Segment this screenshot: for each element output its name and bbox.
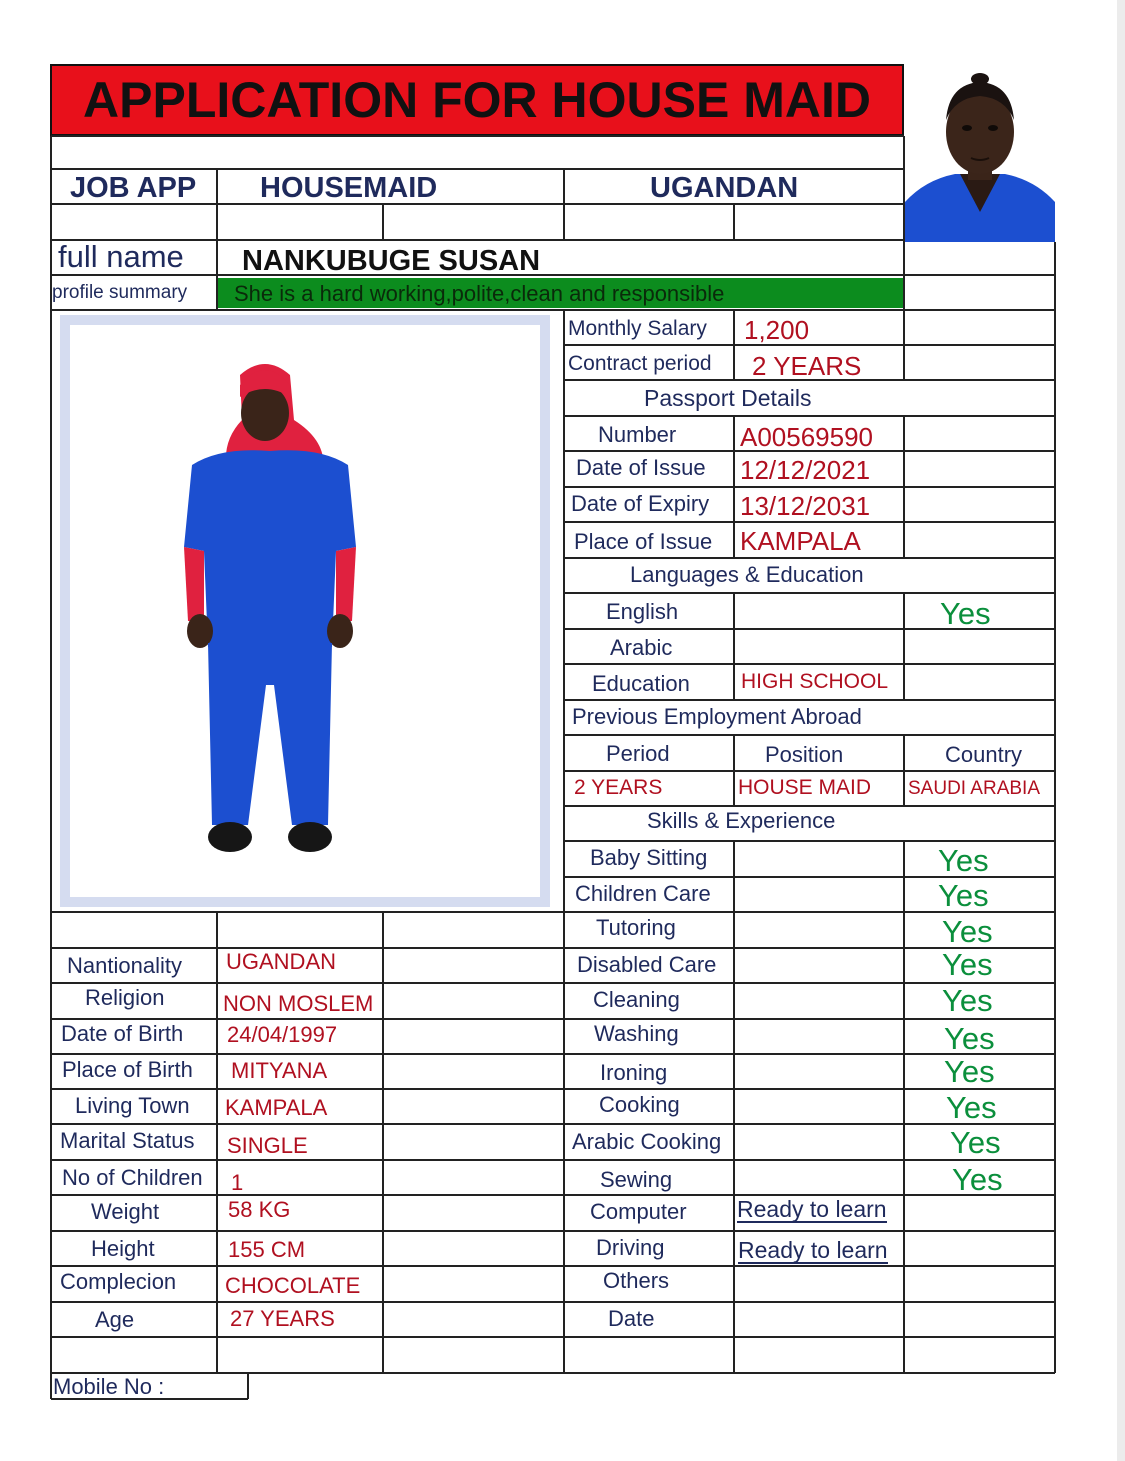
skill-value: Yes [952, 1162, 1003, 1197]
personal-value: 27 YEARS [230, 1306, 335, 1331]
skill-label: Sewing [600, 1167, 673, 1192]
skill-value: Yes [942, 914, 993, 949]
skill-label: Disabled Care [577, 952, 717, 977]
skill-label: Driving [596, 1235, 665, 1260]
personal-value: KAMPALA [225, 1095, 328, 1120]
skill-label: Children Care [575, 881, 711, 906]
skill-label: Washing [594, 1021, 679, 1046]
personal-value: MITYANA [231, 1058, 328, 1083]
personal-value: 155 CM [228, 1237, 306, 1262]
education-value: HIGH SCHOOL [741, 670, 889, 693]
personal-label: Religion [85, 985, 165, 1010]
monthly-salary-label: Monthly Salary [568, 317, 707, 340]
profile-summary-label: profile summary [52, 282, 188, 303]
personal-label: Place of Birth [62, 1057, 193, 1082]
passport-heading: Passport Details [644, 385, 812, 411]
job-app-label: JOB APP [70, 172, 197, 204]
employment-country-value: SAUDI ARABIA [908, 778, 1040, 799]
passport-issue-label: Date of Issue [576, 455, 706, 480]
skill-value: Yes [942, 983, 993, 1018]
mobile-label: Mobile No : [53, 1374, 165, 1399]
skill-value: Yes [938, 843, 989, 878]
monthly-salary-value: 1,200 [744, 315, 810, 345]
passport-issue-value: 12/12/2021 [740, 455, 871, 485]
passport-expiry-value: 13/12/2031 [740, 491, 871, 521]
personal-label: Age [95, 1307, 135, 1332]
header-nationality: UGANDAN [650, 172, 799, 204]
personal-label: No of Children [62, 1165, 203, 1190]
passport-place-value: KAMPALA [740, 526, 861, 556]
employment-position-label: Position [765, 742, 844, 767]
page-edge [1117, 0, 1125, 1461]
personal-value: SINGLE [227, 1133, 308, 1158]
job-title: HOUSEMAID [260, 172, 438, 204]
personal-value: 24/04/1997 [227, 1022, 338, 1047]
skill-label: Cooking [599, 1092, 680, 1117]
languages-heading: Languages & Education [630, 562, 864, 587]
employment-period-label: Period [606, 741, 670, 766]
skill-value: Yes [946, 1090, 997, 1125]
personal-label: Height [91, 1236, 155, 1261]
employment-period-value: 2 YEARS [574, 776, 663, 799]
skill-label: Computer [590, 1199, 687, 1224]
headshot-illustration [905, 62, 1055, 242]
personal-value: CHOCOLATE [225, 1273, 361, 1298]
skill-label: Tutoring [596, 915, 676, 940]
passport-number-label: Number [598, 422, 677, 447]
skill-value: Yes [944, 1021, 995, 1056]
skill-label: Arabic Cooking [572, 1129, 722, 1154]
contract-period-label: Contract period [568, 352, 712, 375]
personal-value: 58 KG [228, 1197, 291, 1222]
skill-note: Ready to learn [737, 1196, 887, 1222]
personal-label: Complecion [60, 1269, 177, 1294]
personal-label: Date of Birth [61, 1021, 184, 1046]
personal-label: Marital Status [60, 1128, 195, 1153]
skills-heading: Skills & Experience [647, 808, 836, 833]
page-title: APPLICATION FOR HOUSE MAID [83, 72, 871, 128]
skill-value: Yes [950, 1125, 1001, 1160]
personal-value: 1 [231, 1170, 244, 1195]
skill-value: Yes [938, 878, 989, 913]
personal-value: UGANDAN [226, 949, 337, 974]
skill-value: Yes [942, 947, 993, 982]
education-label: Education [592, 671, 690, 696]
contract-period-value: 2 YEARS [752, 351, 862, 381]
skill-value: Yes [944, 1054, 995, 1089]
arabic-label: Arabic [610, 635, 673, 660]
personal-label: Living Town [75, 1093, 190, 1118]
personal-label: Nantionality [67, 953, 182, 978]
employment-position-value: HOUSE MAID [738, 776, 872, 799]
full-name-label: full name [58, 239, 184, 274]
english-value: Yes [940, 596, 991, 631]
passport-place-label: Place of Issue [574, 529, 713, 554]
skill-label: Ironing [600, 1060, 668, 1085]
employment-country-label: Country [945, 742, 1023, 767]
passport-number-value: A00569590 [740, 422, 874, 452]
personal-label: Weight [91, 1199, 160, 1224]
employment-heading: Previous Employment Abroad [572, 704, 862, 729]
passport-expiry-label: Date of Expiry [571, 491, 710, 516]
skill-label: Others [603, 1268, 670, 1293]
profile-summary-text: She is a hard working,polite,clean and responsible [234, 281, 725, 306]
skill-label: Date [608, 1306, 655, 1331]
full-name-value: NANKUBUGE SUSAN [242, 245, 541, 277]
full-body-photo [60, 315, 550, 907]
personal-value: NON MOSLEM [223, 991, 374, 1016]
skill-label: Baby Sitting [590, 845, 708, 870]
full-body-illustration [70, 325, 540, 897]
english-label: English [606, 599, 679, 624]
headshot-photo [905, 62, 1055, 242]
skill-label: Cleaning [593, 987, 680, 1012]
skill-note: Ready to learn [738, 1237, 888, 1263]
